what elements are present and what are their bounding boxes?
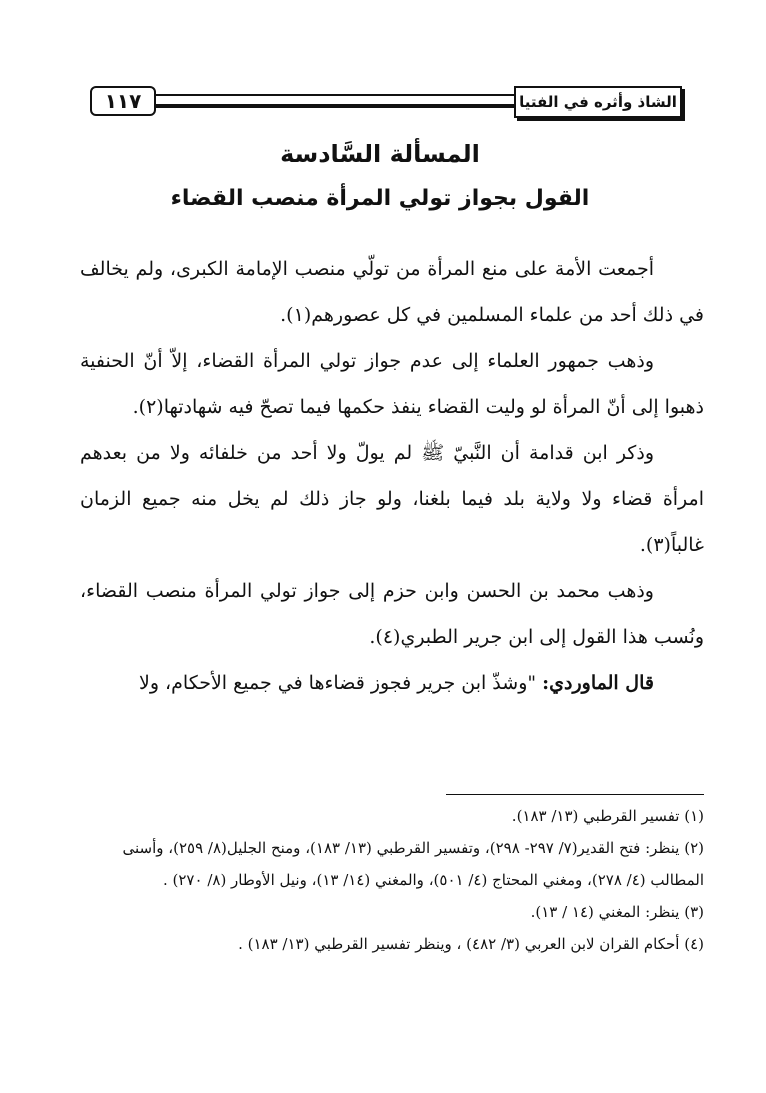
footnotes — [80, 800, 704, 960]
page-number: ١١٧ — [90, 86, 156, 116]
paragraph: وذهب محمد بن الحسن وابن حزم إلى جواز تولي المرأة منصب القضاء، ونُسب هذا القول إلى ابن جرير الطبري(٤). — [80, 580, 704, 648]
paragraph: وذكر ابن قدامة أن النَّبيّ ﷺ لم يولّ ولا أحد من خلفائه ولا من بعدهم امرأة قضاء ولا ولاية بلد فيما بلغنا، ولو جاز ذلك لم يخل منه جميع الزمان غالباً(٣). — [80, 442, 704, 556]
footnote: (٤) أحكام القران لابن العربي (٣/ ٤٨٢) ، وينظر تفسير القرطبي (١٣/ ١٨٣) . — [238, 935, 704, 953]
chapter-title: المسألة السَّادسة — [280, 140, 480, 168]
chapter-subtitle: القول بجواز تولي المرأة منصب القضاء — [170, 186, 590, 211]
book-title: الشاذ وأثره في الفتيا — [514, 86, 682, 118]
page-header — [90, 86, 682, 122]
footnote: (٣) ينظر: المغني (١٤ / ١٣). — [530, 903, 704, 921]
header-rule — [156, 94, 516, 108]
body-text — [80, 246, 704, 706]
quote-author-label: قال الماوردي: — [542, 672, 654, 694]
paragraph: وذهب جمهور العلماء إلى عدم جواز تولي المرأة القضاء، إلاّ أنّ الحنفية ذهبوا إلى أنّ المرأة لو وليت القضاء ينفذ حكمها فيما تصحّ فيه شهادتها(٢). — [80, 350, 704, 418]
footnote: (٢) ينظر: فتح القدير(٧/ ٢٩٧- ٢٩٨)، وتفسير القرطبي (١٣/ ١٨٣)، ومنح الجليل(٨/ ٢٥٩)، وأسنى المطالب (٤/ ٢٧٨)، ومغني المحتاج (٤/ ٥٠١)، والمغني (١٤/ ١٣)، ونيل الأوطار (٨/ ٢٧٠) . — [122, 839, 704, 889]
footnote-separator — [446, 794, 704, 795]
footnote: (١) تفسير القرطبي (١٣/ ١٨٣). — [511, 807, 704, 825]
quote-text: "وشذّ ابن جرير فجوز قضاءها في جميع الأحكام، ولا — [138, 672, 543, 694]
paragraph-quote — [80, 660, 704, 706]
paragraph: أجمعت الأمة على منع المرأة من تولّي منصب الإمامة الكبرى، ولم يخالف في ذلك أحد من علماء المسلمين في كل عصورهم(١). — [80, 258, 704, 326]
